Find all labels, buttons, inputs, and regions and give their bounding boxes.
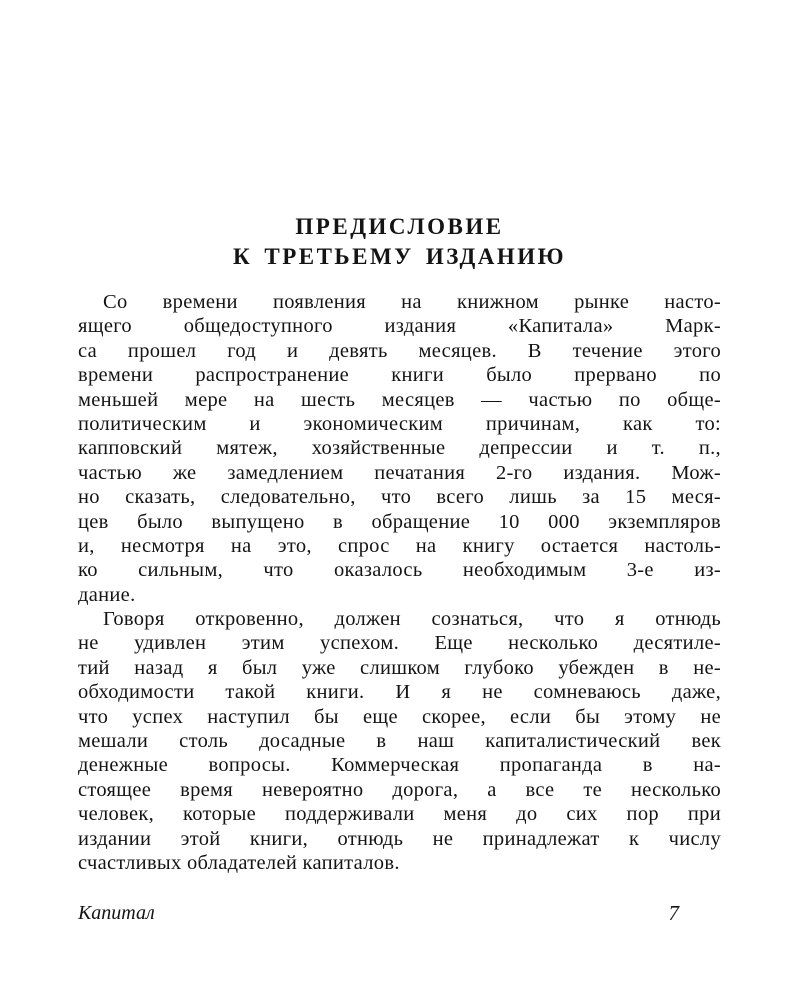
text-line: денежные вопросы. Коммерческая пропаганда в на- xyxy=(78,754,721,777)
text-line: цев было выпущено в обращение 10 000 экземпляров xyxy=(78,510,721,533)
text-line: издании этой книги, отнюдь не принадлежат к числу xyxy=(78,827,721,850)
text-line: мешали столь досадные в наш капиталистический век xyxy=(78,730,721,753)
text-line: дание. xyxy=(78,583,136,606)
text-line: что успех наступил бы еще скорее, если бы этому не xyxy=(78,705,721,728)
chapter-title-line1: ПРЕДИСЛОВИЕ xyxy=(295,214,504,239)
text-line: обходимости такой книги. И я не сомневаюсь даже, xyxy=(78,681,721,704)
text-line: политическим и экономическим причинам, как то: xyxy=(78,412,721,435)
text-line: капповский мятеж, хозяйственные депрессии и т. п., xyxy=(78,437,721,460)
text-line: не удивлен этим успехом. Еще несколько десятиле- xyxy=(78,632,721,655)
text-line: Со времени появления на книжном рынке насто- xyxy=(103,291,721,313)
page-number: 7 xyxy=(668,901,679,925)
text-line: са прошел год и девять месяцев. В течение этого xyxy=(78,339,721,362)
text-line: человек, которые поддерживали меня до сих пор при xyxy=(78,803,721,826)
text-line: ко сильным, что оказалось необходимым 3-е из- xyxy=(78,559,721,582)
page-footer xyxy=(78,901,721,925)
text-line: но сказать, следовательно, что всего лишь за 15 меся- xyxy=(78,486,721,509)
text-line: счастливых обладателей капиталов. xyxy=(78,851,400,874)
text-line: меньшей мере на шесть месяцев — частью по обще- xyxy=(78,388,721,411)
text-line: времени распространение книги было прервано по xyxy=(78,364,721,387)
text-line: частью же замедлением печатания 2-го издания. Мож- xyxy=(78,461,721,484)
text-line: и, несмотря на это, спрос на книгу остается настоль- xyxy=(78,534,721,557)
text-line: Говоря откровенно, должен сознаться, что я отнюдь xyxy=(103,608,721,631)
chapter-title xyxy=(78,212,721,272)
body-text xyxy=(78,290,721,875)
chapter-title-line2: К ТРЕТЬЕМУ ИЗДАНИЮ xyxy=(232,244,567,269)
text-line: стоящее время невероятно дорога, а все те несколько xyxy=(78,778,721,801)
text-line: тий назад я был уже слишком глубоко убежден в не- xyxy=(78,656,721,679)
text-line: ящего общедоступного издания «Капитала» Марк- xyxy=(78,315,721,338)
running-title: Капитал xyxy=(78,902,155,924)
